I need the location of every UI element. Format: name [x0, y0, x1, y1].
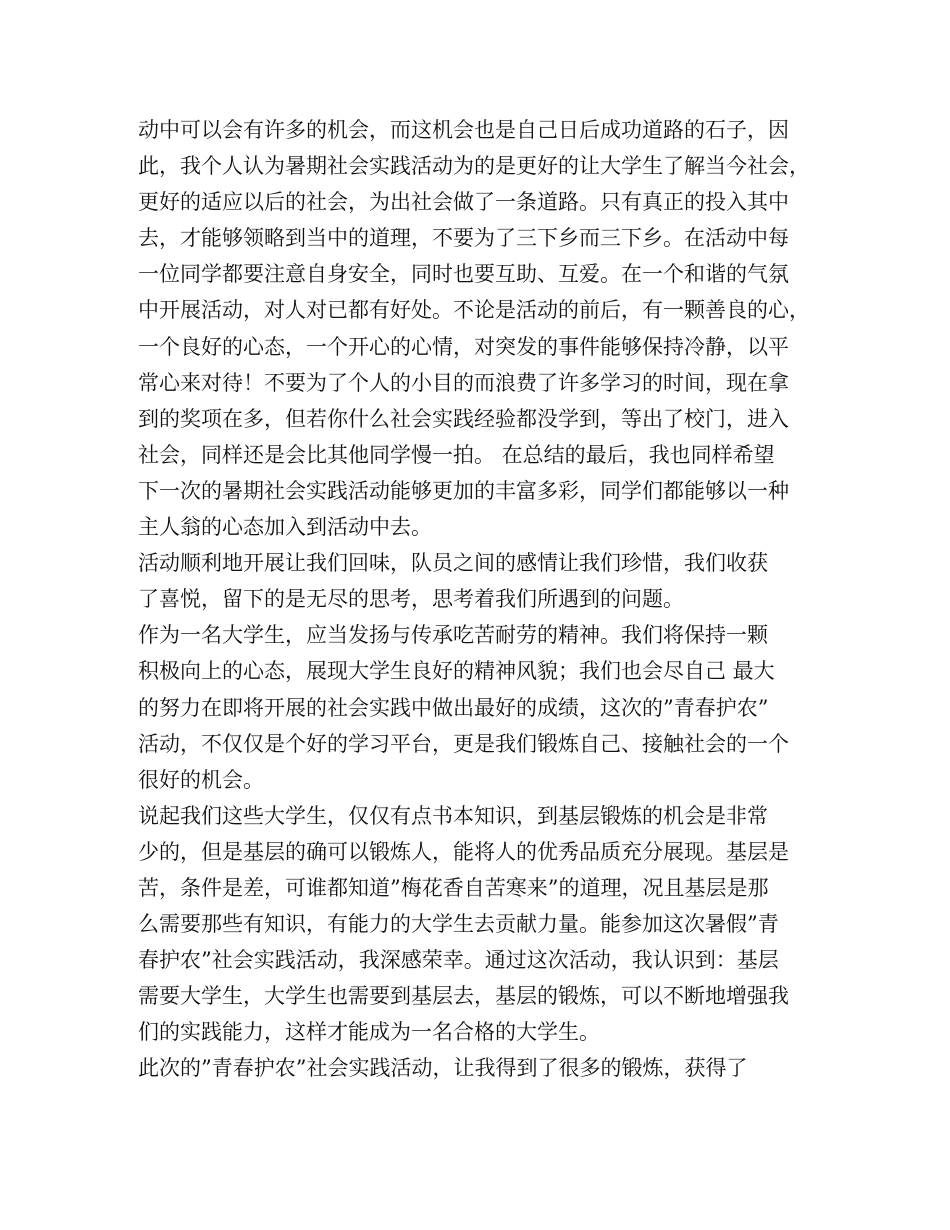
text-line: 动中可以会有许多的机会，而这机会也是自己日后成功道路的石子，因	[138, 118, 789, 142]
text-line: 苦，条件是差，可谁都知道”梅花香自苦寒来”的道理，况且基层是那	[138, 875, 769, 900]
text-line: 一个良好的心态，一个开心的心情，对突发的事件能够保持冷静，以平	[138, 334, 789, 359]
text-line: 更好的适应以后的社会，为出社会做了一条道路。只有真正的投入其中	[138, 190, 789, 215]
text-line: 常心来对待！不要为了个人的小目的而浪费了许多学习的时间，现在拿	[138, 370, 789, 395]
text-line: 们的实践能力，这样才能成为一名合格的大学生。	[138, 1020, 600, 1045]
text-line: 积极向上的心态，展现大学生良好的精神风貌；我们也会尽自己 最大	[138, 659, 775, 684]
text-line: 的努力在即将开展的社会实践中做出最好的成绩，这次的”青春护农”	[138, 695, 769, 720]
text-line: 了喜悦，留下的是无尽的思考，思考着我们所遇到的问题。	[138, 587, 684, 612]
text-line: 作为一名大学生，应当发扬与传承吃苦耐劳的精神。我们将保持一颗	[138, 623, 768, 648]
text-line: 少的，但是基层的确可以锻炼人，能将人的优秀品质充分展现。基层是	[138, 839, 789, 864]
text-line: 很好的机会。	[138, 767, 264, 792]
text-line: 去，才能够领略到当中的道理，不要为了三下乡而三下乡。在活动中每	[138, 226, 789, 251]
text-line: 说起我们这些大学生，仅仅有点书本知识，到基层锻炼的机会是非常	[138, 803, 768, 828]
text-line: 么需要那些有知识，有能力的大学生去贡献力量。能参加这次暑假”青	[138, 912, 779, 937]
text-line: 春护农”社会实践活动，我深感荣幸。通过这次活动，我认识到：基层	[138, 948, 779, 973]
text-line: 下一次的暑期社会实践活动能够更加的丰富多彩，同学们都能够以一种	[138, 478, 789, 503]
text-line: 到的奖项在多，但若你什么社会实践经验都没学到，等出了校门，进入	[138, 406, 789, 431]
text-line: 需要大学生，大学生也需要到基层去，基层的锻炼，可以不断地增强我	[138, 984, 789, 1009]
text-line: 活动顺利地开展让我们回味，队员之间的感情让我们珍惜，我们收获	[138, 551, 768, 576]
text-line: 此，我个人认为暑期社会实践活动为的是更好的让大学生了解当今社会，	[138, 154, 810, 179]
text-line: 中开展活动，对人对已都有好处。不论是活动的前后，有一颗善良的心，	[138, 298, 810, 323]
text-line: 此次的”青春护农”社会实践活动，让我得到了很多的锻炼，获得了	[138, 1056, 748, 1081]
text-line: 活动，不仅仅是个好的学习平台，更是我们锻炼自己、接触社会的一个	[138, 731, 789, 756]
text-line: 主人翁的心态加入到活动中去。	[138, 515, 432, 540]
text-line: 一位同学都要注意自身安全，同时也要互助、互爱。在一个和谐的气氛	[138, 262, 789, 287]
body-text	[138, 112, 828, 1087]
text-line: 社会，同样还是会比其他同学慢一拍。 在总结的最后，我也同样希望	[138, 442, 775, 467]
